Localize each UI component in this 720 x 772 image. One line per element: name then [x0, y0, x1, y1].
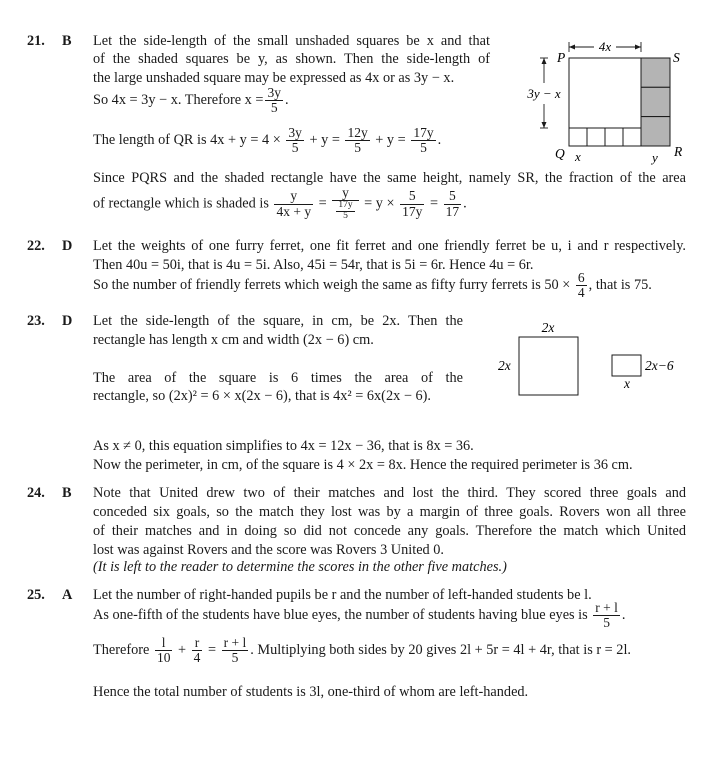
text-line: the large unshaded square may be expressed as 4x or as 3y − x.	[93, 70, 455, 86]
text-line: of rectangle which is shaded is $\frac{y}{4x + y}$ = $\frac{y}{\frac{17y}{5}}$ = y × $\frac{5}{17y}$ = $\frac{5}{17}$ .	[93, 185, 467, 222]
fraction: $\frac{6}{4}$	[577, 270, 585, 301]
text-fragment: + y =	[309, 131, 340, 148]
fraction: $\frac{17y}{5}$	[338, 200, 353, 222]
answer-letter: D	[62, 238, 73, 254]
fraction: $\frac{12y}{5}$	[347, 125, 368, 156]
fraction: $\frac{17y}{5}$	[413, 125, 434, 156]
square-and-rectangle-diagram	[490, 316, 700, 398]
answer-letter: D	[62, 313, 73, 329]
answer-letter: B	[62, 485, 72, 501]
text-line: (It is left to the reader to determine the scores in the other five matches.)	[93, 559, 507, 575]
text-line: As one-fifth of the students have blue eyes, the number of students having blue eyes is $\frac{r + l}{5}$ .	[93, 600, 626, 631]
label-Q: Q	[555, 146, 565, 161]
question-number: 22.	[27, 238, 45, 254]
fraction: $\frac{l}{10}$	[156, 635, 171, 666]
label-S: S	[673, 50, 680, 65]
text-fragment: So 4x = 3y − x. Therefore x =	[93, 91, 264, 108]
label-square-side: 2x	[498, 358, 511, 373]
label-R: R	[674, 144, 683, 159]
text-line	[93, 271, 652, 300]
text-line: Now the perimeter, in cm, of the square is 4 × 2x = 8x. Hence the required perimeter is 36 cm.	[93, 457, 633, 473]
text-fragment: + y =	[375, 131, 406, 148]
question-number: 24.	[27, 485, 45, 501]
fraction: $\frac{r + l}{5}$	[595, 600, 618, 631]
fraction: $\frac{r}{4}$	[193, 635, 201, 666]
question-number: 25.	[27, 587, 45, 603]
text-line: Then 40u = 50i, that is 4u = 5i. Also, 45i = 54r, that is 5i = 6r. Hence 4u = 6r.	[93, 257, 534, 273]
question-number: 23.	[27, 313, 45, 329]
text-line: of the shaded squares be y, as shown. Then the side-length of	[93, 51, 490, 67]
answer-letter: A	[62, 587, 73, 603]
text-line: rectangle, so (2x)² = 6 × x(2x − 6), that is 4x² = 6x(2x − 6).	[93, 388, 431, 404]
text-line: conceded six goals, so the match they lost was by a margin of three goals. Rovers won all three	[93, 504, 686, 520]
text-fragment: = y ×	[364, 195, 395, 212]
rectangle	[612, 355, 641, 376]
text-line: As x ≠ 0, this equation simplifies to 4x = 12x − 36, that is 8x = 36.	[93, 438, 474, 454]
label-square-top: 2x	[541, 320, 555, 335]
text-fragment: As one-fifth of the students have blue eyes, the number of students having blue eyes is	[93, 606, 588, 623]
text-line: The length of QR is 4x + y = 4 × $\frac{3y}{5}$ + y = $\frac{12y}{5}$ + y = $\frac{17y}{5}$ .	[93, 125, 442, 156]
text-line: lost was against Rovers and the score was Rovers 3 United 0.	[93, 542, 444, 558]
label-rect-side: 2x−6	[645, 358, 674, 373]
fraction: $\frac{y}{4x + y}$	[276, 188, 312, 219]
text-line: rectangle has length x cm and width (2x − 6) cm.	[93, 332, 374, 348]
text-fragment: Therefore	[93, 641, 150, 658]
text-line: Let the side-length of the square, in cm, be 2x. Then the	[93, 313, 463, 329]
label-3y-minus-x: 3y − x	[527, 86, 561, 101]
text-line: Therefore $\frac{l}{10}$ + $\frac{r}{4}$ = $\frac{r + l}{5}$ . Multiplying both sides by 20 gives 2l + 5r = 4l + 4r, that is r = 2l.	[93, 635, 632, 666]
text-fragment: So the number of friendly ferrets which weigh the same as fifty furry ferrets is 50 ×	[93, 276, 571, 293]
fraction: $\frac{y}{\frac{17y}{5}}$	[332, 186, 358, 222]
text-fragment: , that is 75.	[588, 276, 652, 293]
label-x: x	[575, 149, 581, 164]
text-line: Let the weights of one furry ferret, one fit ferret and one friendly ferret be u, i and r respectively.	[93, 238, 686, 254]
text-line: The area of the square is 6 times the area of the	[93, 370, 463, 386]
text-fragment: The length of QR is 4x + y = 4 ×	[93, 131, 281, 148]
label-P: P	[557, 50, 566, 65]
question-number: 21.	[27, 33, 45, 49]
text-fragment: of rectangle which is shaded is	[93, 195, 269, 212]
fraction: $\frac{5}{17y}$	[402, 188, 423, 219]
text-line: Since PQRS and the shaded rectangle have the same height, namely SR, the fraction of the area	[93, 170, 686, 186]
text-fragment: . Multiplying both sides by 20 gives 2l + 5r = 4l + 4r, that is r = 2l.	[250, 641, 632, 658]
text-line: Let the number of right-handed pupils be r and the number of left-handed students be l.	[93, 587, 592, 603]
label-y: y	[652, 150, 658, 165]
fraction: $\frac{3y}{5}$	[288, 125, 302, 156]
label-rect-bottom: x	[624, 376, 630, 391]
fraction: $\frac{r + l}{5}$	[223, 635, 247, 666]
fraction: $\frac{5}{17}$	[445, 188, 460, 219]
text-line: So 4x = 3y − x. Therefore x = $\frac{3y}{5}$ .	[93, 85, 289, 116]
text-line: of their matches and in doing so did not concede any goals. Therefore the match which United	[93, 523, 686, 539]
text-line: Note that United drew two of their matches and lost the third. They scored three goals and	[93, 485, 686, 501]
answer-letter: B	[62, 33, 72, 49]
square-diagram	[520, 38, 690, 168]
label-4x: 4x	[598, 39, 612, 54]
fraction: $\frac{3y}{5}$	[267, 85, 281, 116]
square	[519, 337, 578, 395]
text-line: Hence the total number of students is 3l, one-third of whom are left-handed.	[93, 684, 529, 700]
text-line: Let the side-length of the small unshaded squares be x and that	[93, 33, 490, 49]
